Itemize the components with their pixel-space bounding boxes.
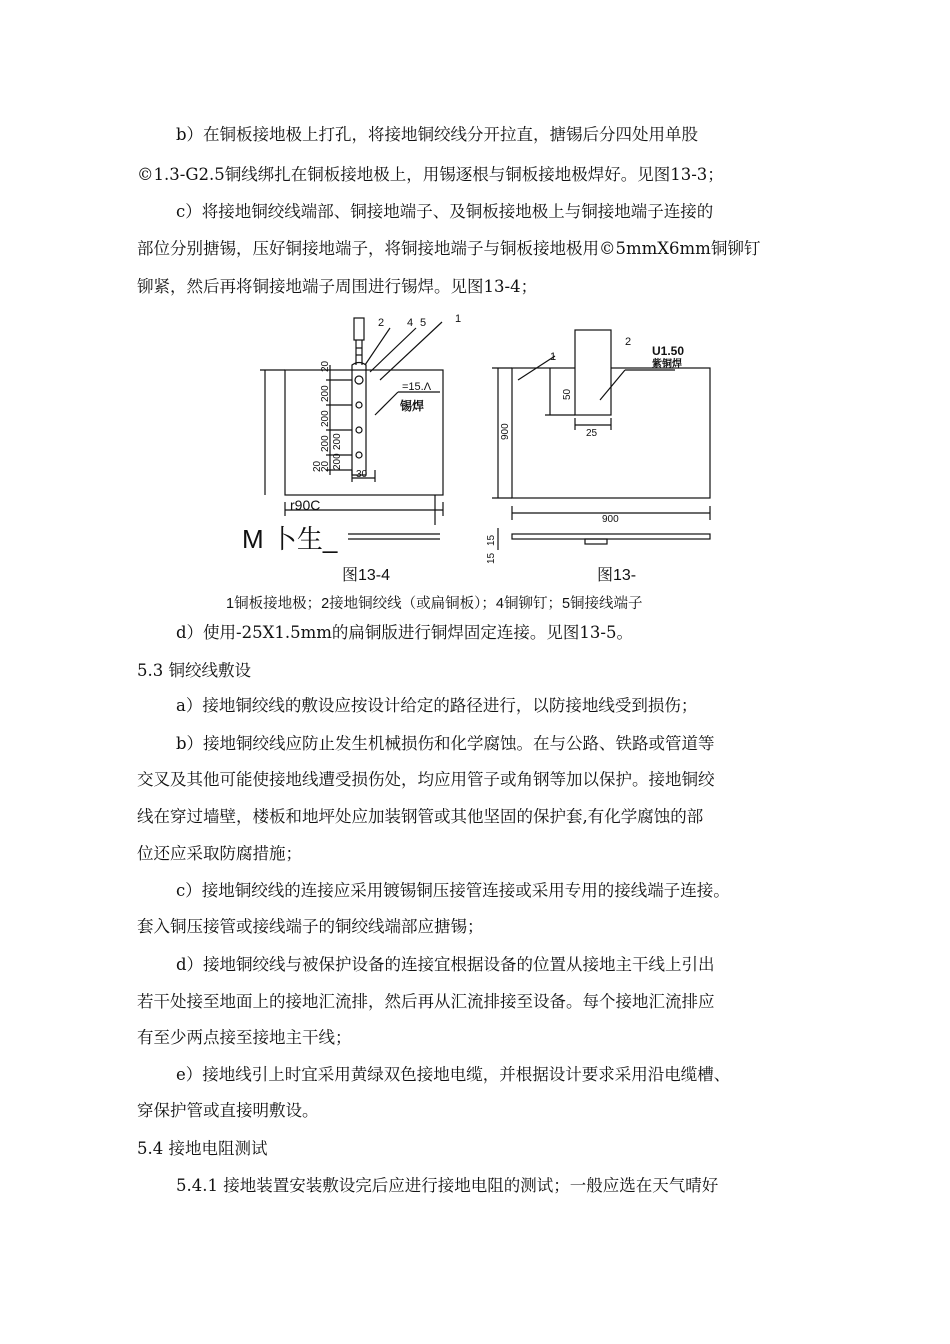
fig-right-weld: 紫铜焊	[652, 359, 682, 370]
para-c-line-1: c）将接地铜绞线端部、铜接地端子、及铜板接地极上与铜接地端子连接的	[176, 202, 714, 221]
para-5-3-b-line-3: 线在穿过墙壁，楼板和地坪处应加装钢管或其他坚固的保护套,有化学腐蚀的部	[137, 807, 704, 826]
para-5-3-e-line-1: e）接地线引上时宜采用黄绿双色接地电缆，并根据设计要求采用沿电缆槽、	[176, 1065, 731, 1084]
fig-13-4-drawing	[260, 318, 443, 539]
dim-200-e: 200	[332, 453, 343, 470]
dim-15-b: 15	[486, 552, 497, 564]
section-5-4-heading: 5.4 接地电阻测试	[137, 1139, 268, 1158]
dim-20-left: 20	[312, 460, 323, 472]
fig-left-distorted-text: M 卜生_	[242, 524, 338, 554]
flat-copper-strip	[575, 330, 611, 415]
fig-left-label-5: 5	[420, 317, 427, 329]
figure-legend: 1铜板接地极；2接地铜绞线（或扁铜板）；4铜铆钉；5铜接线端子	[226, 596, 643, 612]
cable-end	[354, 318, 364, 340]
dim-200-c: 200	[320, 435, 331, 452]
para-5-3-c-line-2: 套入铜压接管或接线端子的铜绞线端部应搪锡；	[137, 917, 484, 936]
dim-900-horizontal: 900	[602, 514, 619, 525]
dim-50: 50	[562, 388, 573, 400]
para-5-3-c-line-1: c）接地铜绞线的连接应采用镀锡铜压接管连接或采用专用的接线端子连接。	[176, 881, 730, 900]
fig-left-label-2: 2	[378, 317, 385, 329]
fig-right-label-1: 1	[550, 351, 557, 363]
section-5-3-heading: 5.3 铜绞线敷设	[137, 661, 251, 680]
para-5-3-b-line-2: 交叉及其他可能使接地线遭受损伤处，均应用管子或角钢等加以保护。接地铜绞	[137, 770, 715, 789]
dim-200-d: 200	[332, 433, 343, 450]
para-b-line-2: ©1.3-G2.5铜线绑扎在铜板接地极上，用锡逐根与铜板接地极焊好。见图13-3；	[137, 165, 724, 184]
para-5-3-d-line-2: 若干处接至地面上的接地汇流排，然后再从汇流排接至设备。每个接地汇流排应	[137, 992, 715, 1011]
figure-13-4-13-5	[230, 310, 750, 610]
dim-15-a: 15	[486, 534, 497, 546]
fig-left-label-4: 4	[407, 317, 414, 329]
fig-left-width-label: r90C	[290, 497, 321, 513]
para-c-line-2: 部位分别搪锡，压好铜接地端子，将铜接地端子与铜板接地极用©5mmX6mm铜铆钉	[137, 239, 761, 258]
dim-25: 25	[586, 428, 598, 439]
dim-20-top: 20	[320, 360, 331, 372]
dim-20-bottom: 20	[320, 460, 331, 472]
rivet	[355, 376, 363, 384]
para-b-line-1: b）在铜板接地极上打孔，将接地铜绞线分开拉直，搪锡后分四处用单股	[176, 125, 699, 144]
para-5-4-1: 5.4.1 接地装置安装敷设完后应进行接地电阻的测试；一般应选在天气晴好	[176, 1176, 719, 1195]
para-d-flat-copper: d）使用-25X1.5mm的扁铜版进行铜焊固定连接。见图13-5。	[176, 623, 633, 642]
para-5-3-e-line-2: 穿保护管或直接明敷设。	[137, 1101, 319, 1120]
fig-left-tin-label: 锡焊	[400, 399, 425, 413]
fig-13-4-caption: 图13-4	[342, 567, 391, 584]
fig-left-label-1: 1	[455, 313, 462, 325]
para-5-3-d-line-3: 有至少两点接至接地主干线；	[137, 1028, 352, 1047]
dim-200-a: 200	[320, 385, 331, 402]
para-5-3-a: a）接地铜绞线的敷设应按设计给定的路径进行，以防接地线受到损伤；	[176, 696, 698, 715]
fig-right-label-2: 2	[625, 336, 632, 348]
fig-13-5-caption: 图13-	[597, 567, 637, 584]
dim-900-vertical: 900	[500, 423, 511, 440]
para-5-3-b-line-1: b）接地铜绞线应防止发生机械损伤和化学腐蚀。在与公路、铁路或管道等	[176, 734, 715, 753]
dim-200-b: 200	[320, 410, 331, 427]
dim-30: 30	[356, 469, 368, 480]
para-5-3-b-line-4: 位还应采取防腐措施；	[137, 844, 302, 863]
para-5-3-d-line-1: d）接地铜绞线与被保护设备的连接宜根据设备的位置从接地主干线上引出	[176, 955, 715, 974]
fig-left-spec: =15.Λ	[402, 381, 432, 393]
fig-right-spec: U1.50	[652, 344, 685, 358]
para-c-line-3: 铆紧，然后再将铜接地端子周围进行锡焊。见图13-4；	[137, 277, 538, 296]
